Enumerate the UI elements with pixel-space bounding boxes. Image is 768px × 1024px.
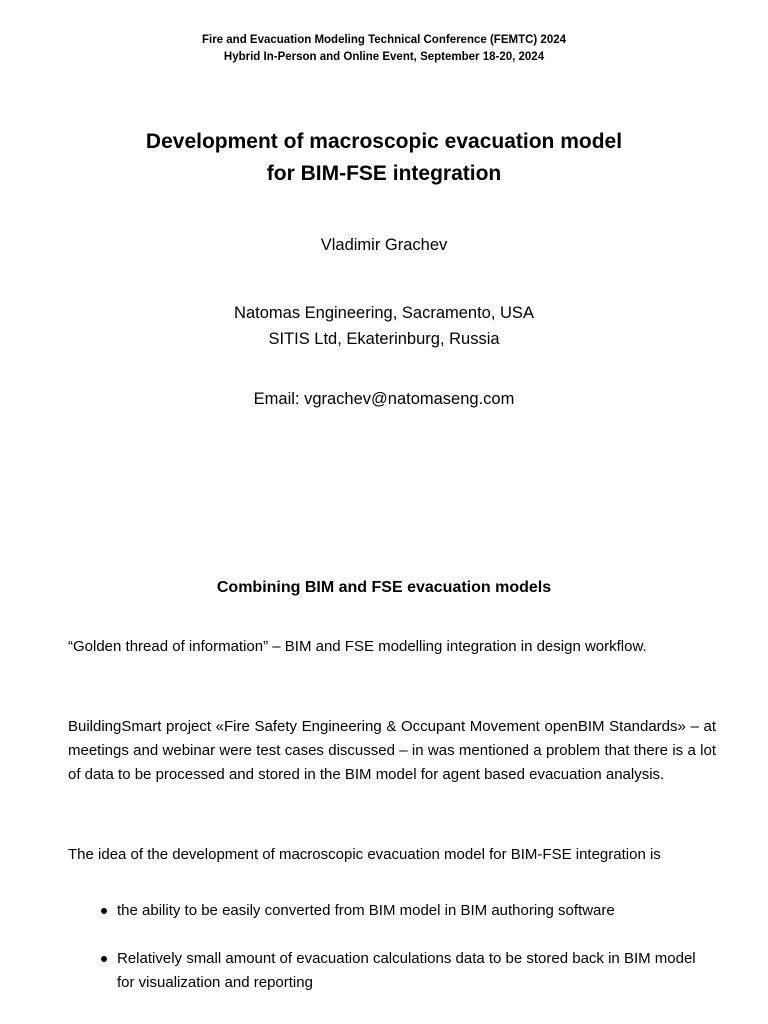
paragraph-golden-thread: “Golden thread of information” – BIM and FSE modelling integration in design workflow. — [68, 638, 647, 655]
affiliation-2: SITIS Ltd, Ekaterinburg, Russia — [268, 330, 500, 348]
list-item-text: the ability to be easily converted from BIM model in BIM authoring software — [117, 902, 615, 919]
affiliation-1: Natomas Engineering, Sacramento, USA — [234, 304, 534, 322]
paragraph-idea: The idea of the development of macroscopic evacuation model for BIM-FSE integration is — [68, 846, 661, 863]
bullet-list — [68, 899, 716, 995]
author-name: Vladimir Grachev — [320, 236, 448, 254]
paper-title-line-1: Development of macroscopic evacuation model — [145, 130, 623, 153]
list-item — [68, 899, 716, 923]
list-item — [68, 947, 716, 995]
conference-event-info: Hybrid In-Person and Online Event, September 18-20, 2024 — [223, 51, 545, 63]
conference-name: Fire and Evacuation Modeling Technical Conference (FEMTC) 2024 — [201, 34, 567, 46]
paragraph-buildingsmart: BuildingSmart project «Fire Safety Engineering & Occupant Movement openBIM Standards» – at meetings and webinar were test cases discussed – in was mentioned a problem that there is a lot of data to be processed and stored in the BIM model for agent based evacuation analysis. — [68, 718, 716, 783]
paper-title-line-2: for BIM-FSE integration — [266, 162, 502, 185]
paper-title — [0, 126, 768, 190]
list-item-text: Relatively small amount of evacuation calculations data to be stored back in BIM model for visualization and reporting — [117, 950, 696, 991]
bullet-icon — [101, 956, 107, 962]
bullet-icon — [101, 908, 107, 914]
section-heading: Combining BIM and FSE evacuation models — [216, 579, 552, 596]
author-email: Email: vgrachev@natomaseng.com — [253, 390, 515, 408]
